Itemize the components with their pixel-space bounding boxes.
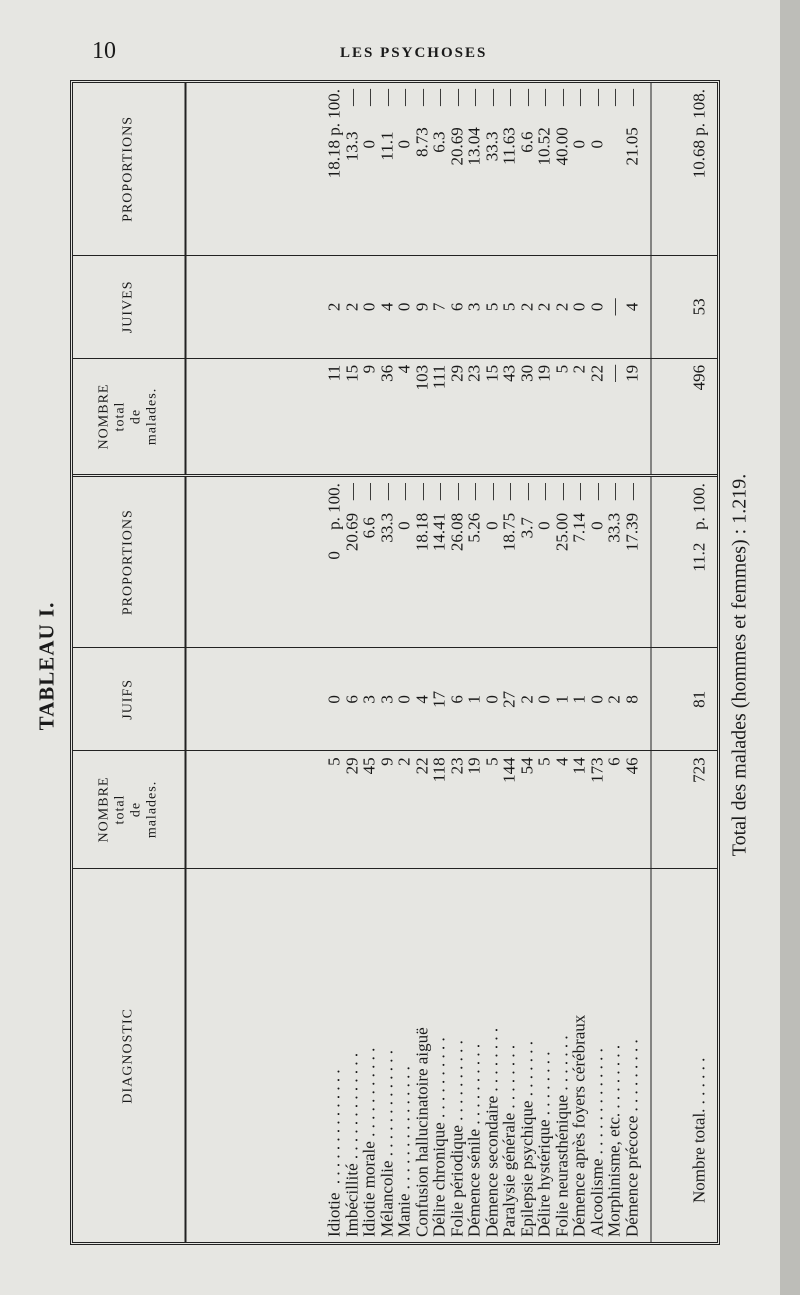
juifs-value: 0 — [482, 694, 501, 704]
nombre-femmes-value: 111 — [429, 364, 449, 389]
nombre-hommes-value: 6 — [604, 756, 624, 766]
statistics-table-frame — [70, 80, 720, 1245]
juifs-value: 0 — [324, 694, 344, 704]
dot-leader: . . . . . . . . . . . . . — [587, 1047, 606, 1159]
juives-value: 9 — [412, 302, 431, 311]
nombre-hommes-value: 14 — [569, 756, 589, 774]
dot-leader: . . . . . . . . . . . . . . — [324, 1068, 344, 1193]
header-nombre-hommes: NOMBRE total de malades. — [73, 750, 186, 867]
juifs-value: 2 — [604, 694, 624, 704]
proportion-hommes-value: 18.75 — — [499, 482, 519, 551]
nombre-hommes-value: 46 — [622, 756, 641, 774]
juives-value: 0 — [394, 302, 414, 311]
dot-leader: . . . . . . . . — [482, 1027, 501, 1096]
proportion-femmes-value: 0 — — [587, 88, 606, 148]
nombre-hommes-value: 23 — [447, 756, 466, 774]
diagnostic-name: Morphinisme, etc. . . . . . . . . — [604, 1044, 624, 1237]
nombre-hommes-value: 45 — [359, 756, 379, 774]
total-proportion-hommes: 11.2 p. 100. — [651, 475, 718, 647]
proportion-hommes-value: 26.08 — — [447, 482, 466, 551]
dot-leader: . . . . . . . . . . . — [359, 1047, 379, 1141]
header-juives: JUIVES — [73, 255, 186, 358]
proportion-hommes-value: 0 — — [394, 482, 414, 530]
total-juifs: 81 — [651, 647, 718, 750]
juives-column — [186, 255, 652, 358]
proportion-femmes-value: 10.52 — — [534, 88, 554, 165]
diagnostic-name: Mélancolie . . . . . . . . . . . . . — [377, 1049, 396, 1237]
juives-value: 6 — [447, 302, 466, 311]
total-proportion-femmes: 10.68 p. 108. — [651, 83, 718, 255]
nombre-femmes-value: 23 — [464, 364, 484, 382]
juives-value: 7 — [429, 302, 449, 311]
diagnostic-name: Idiotie morale . . . . . . . . . . . — [359, 1047, 379, 1237]
total-nombre-femmes: 496 — [651, 358, 718, 475]
proportion-hommes-value: 0 — — [534, 482, 554, 530]
nombre-hommes-value: 5 — [482, 756, 501, 766]
proportion-hommes-value: 5.26 — — [464, 482, 484, 543]
total-caption: Total des malades (hommes et femmes) : 1.219. — [728, 473, 751, 857]
juives-value: 0 — [569, 302, 589, 311]
page-edge — [780, 0, 800, 1295]
proportion-femmes-value: 11.1 — — [377, 88, 396, 161]
diagnostic-name: Démence secondaire . . . . . . . . — [482, 1027, 501, 1237]
diagnostic-name: Imbécillité . . . . . . . . . . . . . — [342, 1052, 361, 1237]
diagnostic-column — [186, 868, 652, 1243]
nombre-hommes-value: 5 — [324, 756, 344, 766]
proportion-hommes-value: 33.3 — — [377, 482, 396, 543]
page-number: 10 — [92, 38, 116, 64]
diagnostic-name: Paralysie générale . . . . . . . . — [499, 1044, 519, 1237]
diagnostic-name: Alcoolisme . . . . . . . . . . . . . — [587, 1047, 606, 1237]
total-juives: 53 — [651, 255, 718, 358]
juives-value: 2 — [517, 302, 536, 311]
juives-value: — — [604, 297, 624, 315]
juifs-value: 2 — [517, 694, 536, 704]
dot-leader: . . . . . . . . . . . . . — [377, 1049, 396, 1161]
proportion-hommes-value: 25.00 — — [552, 482, 571, 551]
nombre-hommes-column — [186, 750, 652, 867]
proportion-hommes-value: 14.41 — — [429, 482, 449, 551]
juifs-value: 4 — [412, 694, 431, 704]
juifs-value: 3 — [359, 694, 379, 704]
nombre-femmes-value: 103 — [412, 364, 431, 390]
proportion-femmes-value: — — [604, 88, 624, 106]
header-diagnostic: DIAGNOSTIC — [73, 868, 186, 1243]
diagnostic-name: Manie . . . . . . . . . . . . . . . — [394, 1065, 414, 1237]
proportions-hommes-column — [186, 475, 652, 647]
proportion-hommes-value: 7.14 — — [569, 482, 589, 543]
nombre-hommes-value: 118 — [429, 756, 449, 782]
header-proportions-hommes: PROPORTIONS — [73, 475, 186, 647]
nombre-femmes-value: 30 — [517, 364, 536, 382]
proportion-femmes-value: 8.73 — — [412, 88, 431, 157]
total-label: Nombre total. . . . . . . — [651, 868, 718, 1243]
dot-leader: . . . . . . . . . . — [429, 1036, 449, 1122]
proportion-femmes-value: 0 — — [569, 88, 589, 148]
dot-leader: . . . . . . . . . . . . . — [342, 1052, 361, 1163]
header-nombre-femmes: NOMBRE total de malades. — [73, 358, 186, 475]
nombre-femmes-value: 22 — [587, 364, 606, 382]
nombre-femmes-value: 9 — [359, 364, 379, 373]
proportion-femmes-value: 11.63 — — [499, 88, 519, 165]
diagnostic-name: Délire chronique . . . . . . . . . . — [429, 1036, 449, 1237]
dot-leader: . . . . . . . . . — [622, 1038, 641, 1116]
proportion-hommes-value: 0 p. 100. — [324, 482, 344, 560]
nombre-femmes-value: 19 — [534, 364, 554, 382]
juifs-value: 6 — [447, 694, 466, 704]
nombre-hommes-value: 19 — [464, 756, 484, 774]
total-nombre-hommes: 723 — [651, 750, 718, 867]
nombre-femmes-value: 4 — [394, 364, 414, 373]
proportion-femmes-value: 40.00 — — [552, 88, 571, 165]
nombre-femmes-value: 19 — [622, 364, 641, 382]
juifs-value: 1 — [569, 694, 589, 704]
diagnostic-name: Folie neurasthénique . . . . . . . — [552, 1034, 571, 1237]
nombre-femmes-value: 15 — [482, 364, 501, 382]
proportion-hommes-value: 33.3 — — [604, 482, 624, 543]
juifs-value: 6 — [342, 694, 361, 704]
statistics-table-rotated — [73, 83, 718, 1243]
nombre-femmes-value: 15 — [342, 364, 361, 382]
nombre-hommes-value: 5 — [534, 756, 554, 766]
proportion-femmes-value: 13.04 — — [464, 88, 484, 165]
proportion-femmes-value: 18.18 p. 100. — [324, 88, 344, 178]
juifs-value: 1 — [552, 694, 571, 704]
proportion-femmes-value: 21.05 — — [622, 88, 641, 165]
dot-leader: . . . . . . . . — [534, 1050, 554, 1119]
total-row — [651, 83, 718, 1243]
proportion-femmes-value: 6.3 — — [429, 88, 449, 153]
diagnostic-name: Confusion hallucinatoire aiguë — [412, 1026, 431, 1237]
nombre-hommes-value: 29 — [342, 756, 361, 774]
juifs-value: 1 — [464, 694, 484, 704]
juives-value: 2 — [534, 302, 554, 311]
juifs-value: 8 — [622, 694, 641, 704]
table-body-row — [186, 83, 652, 1243]
diagnostic-name: Délire hystérique . . . . . . . . — [534, 1050, 554, 1237]
proportion-femmes-value: 6.6 — — [517, 88, 536, 153]
nombre-femmes-value: 43 — [499, 364, 519, 382]
juives-value: 2 — [552, 302, 571, 311]
nombre-femmes-value: 2 — [569, 364, 589, 373]
juives-value: 4 — [622, 302, 641, 311]
nombre-hommes-value: 9 — [377, 756, 396, 766]
table-header-row — [73, 83, 186, 1243]
juifs-column — [186, 647, 652, 750]
statistics-table — [73, 83, 718, 1243]
nombre-femmes-value: 11 — [324, 364, 344, 381]
header-juifs: JUIFS — [73, 647, 186, 750]
diagnostic-name: Démence sénile . . . . . . . . . . — [464, 1043, 484, 1237]
juives-value: 0 — [359, 302, 379, 311]
juifs-value: 27 — [499, 690, 519, 708]
diagnostic-name: Démence précoce . . . . . . . . . — [622, 1038, 641, 1237]
dot-leader: . . . . . . . . . . — [447, 1039, 466, 1125]
proportion-hommes-value: 17.39 — — [622, 482, 641, 551]
nombre-hommes-value: 54 — [517, 756, 536, 774]
nombre-hommes-value: 4 — [552, 756, 571, 766]
proportion-hommes-value: 18.18 — — [412, 482, 431, 551]
juives-value: 2 — [342, 302, 361, 311]
proportions-femmes-column — [186, 83, 652, 255]
juifs-value: 3 — [377, 694, 396, 704]
nombre-femmes-value: 5 — [552, 364, 571, 373]
proportion-femmes-value: 20.69 — — [447, 88, 466, 165]
running-head: LES PSYCHOSES — [340, 45, 488, 61]
nombre-femmes-column — [186, 358, 652, 475]
diagnostic-name: Idiotie . . . . . . . . . . . . . . — [324, 1068, 344, 1237]
juifs-value: 0 — [587, 694, 606, 704]
juives-value: 2 — [324, 302, 344, 311]
nombre-hommes-value: 22 — [412, 756, 431, 774]
dot-leader: . . . . . . . — [517, 1040, 536, 1101]
dot-leader: . . . . . . . . . . . . . . . — [394, 1065, 414, 1194]
proportion-hommes-value: 6.6 — — [359, 482, 379, 538]
proportion-femmes-value: 0 — — [394, 88, 414, 148]
proportion-hommes-value: 20.69 — — [342, 482, 361, 551]
header-proportions-femmes: PROPORTIONS — [73, 83, 186, 255]
diagnostic-name: Démence après foyers cérébraux — [569, 1014, 589, 1237]
dot-leader: . . . . . . . . — [499, 1044, 519, 1113]
proportion-hommes-value: 0 — — [587, 482, 606, 530]
dot-leader: . . . . . . . . — [604, 1044, 624, 1113]
juives-value: 0 — [587, 302, 606, 311]
nombre-hommes-value: 144 — [499, 756, 519, 783]
proportion-hommes-value: 3.7 — — [517, 482, 536, 538]
juives-value: 5 — [499, 302, 519, 311]
dot-leader: . . . . . . . . . . — [464, 1043, 484, 1129]
nombre-femmes-value: 29 — [447, 364, 466, 382]
nombre-hommes-value: 2 — [394, 756, 414, 766]
proportion-hommes-value: 0 — — [482, 482, 501, 530]
diagnostic-name: Epilepsie psychique . . . . . . . — [517, 1040, 536, 1237]
table-title: TABLEAU I. — [34, 601, 59, 731]
proportion-femmes-value: 13.3 — — [342, 88, 361, 161]
nombre-femmes-value: — — [604, 364, 624, 382]
juifs-value: 17 — [429, 690, 449, 708]
juifs-value: 0 — [394, 694, 414, 704]
diagnostic-name: Folie périodique . . . . . . . . . . — [447, 1039, 466, 1237]
juifs-value: 0 — [534, 694, 554, 704]
nombre-hommes-value: 173 — [587, 756, 606, 783]
proportion-femmes-value: 0 — — [359, 88, 379, 148]
juives-value: 4 — [377, 302, 396, 311]
juives-value: 3 — [464, 302, 484, 311]
juives-value: 5 — [482, 302, 501, 311]
dot-leader: . . . . . . . — [552, 1034, 571, 1095]
proportion-femmes-value: 33.3 — — [482, 88, 501, 161]
nombre-femmes-value: 36 — [377, 364, 396, 382]
